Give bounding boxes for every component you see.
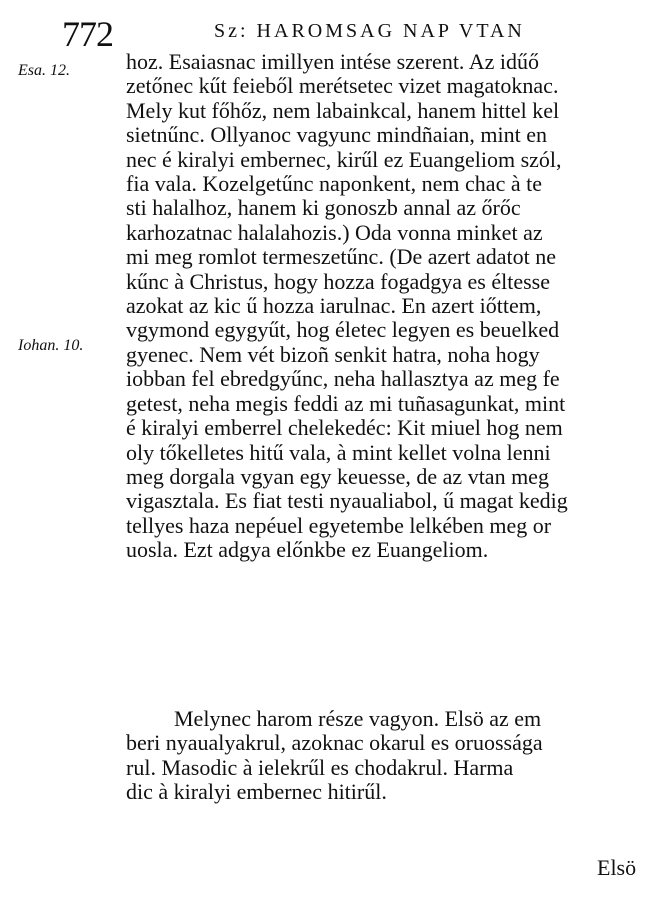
- text-line: zetőnec kűt feieből merétsetec vizet magatoknac.: [126, 74, 559, 99]
- text-line: nec é kiralyi embernec, kirűl ez Euangeliom szól,: [126, 147, 562, 172]
- text-line: tellyes haza nepéuel egyetembe lelkében meg or: [126, 513, 552, 538]
- paragraph-1: [126, 50, 652, 563]
- text-line: meg dorgala vgyan egy keuesse, de az vtan meg: [126, 464, 549, 489]
- text-line: iobban fel ebredgyűnc, neha hallasztya az meg fe: [126, 367, 560, 392]
- paragraph-2: [126, 707, 652, 805]
- text-line: mi meg romlot termeszetűnc. (De azert adatot ne: [126, 245, 557, 270]
- text-line: Melynec harom része vagyon. Elsö az em: [174, 707, 542, 731]
- text-line: é kiralyi emberrel chelekedéc: Kit miuel hog nem: [126, 416, 563, 441]
- text-line: vigasztala. Es fiat testi nyaualiabol, ű magat kedig: [126, 489, 568, 514]
- text-line: gyenec. Nem vét bizoñ senkit hatra, noha hogy: [126, 342, 540, 367]
- text-line: Mely kut főhőz, nem labainkcal, hanem hittel kel: [126, 98, 560, 123]
- text-line: sti halalhoz, hanem ki gonoszb annal az őrőc: [126, 196, 521, 221]
- page-number: 772: [62, 14, 113, 54]
- text-line: azokat az kic ű hozza iarulnac. En azert iőttem,: [126, 294, 542, 319]
- text-line: sietnűnc. Ollyanoc vagyunc mindñaian, mint en: [126, 123, 547, 148]
- text-line: oly tőkelletes hitű vala, à mint kellet volna lenni: [126, 440, 551, 465]
- text-line: fia vala. Kozelgetűnc naponkent, nem chac à te: [126, 172, 542, 197]
- text-line: uosla. Ezt adgya előnkbe ez Euangeliom.: [126, 538, 489, 563]
- text-line: vgymond egygyűt, hog életec legyen es beuelked: [126, 318, 560, 343]
- text-line: rul. Masodic à ielekrűl es chodakrul. Harma: [126, 755, 514, 780]
- text-line: beri nyaualyakrul, azoknac okarul es oruossága: [126, 731, 543, 756]
- margin-note-esa: Esa. 12.: [18, 62, 70, 79]
- text-line: getest, neha megis feddi az mi tuñasagunkat, mint: [126, 391, 566, 416]
- text-line: dic à kiralyi embernec hitirűl.: [126, 780, 387, 805]
- catchword: Elsö: [597, 855, 637, 880]
- text-line: kűnc à Christus, hogy hozza fogadgya es éltesse: [126, 269, 550, 294]
- text-line: hoz. Esaiasnac imillyen intése szerent. Az idűő: [126, 50, 539, 74]
- margin-note-iohan: Iohan. 10.: [18, 337, 84, 354]
- running-head: Sz: HAROMSAG NAP VTAN: [214, 20, 525, 42]
- text-line: karhozatnac halalahozis.) Oda vonna minket az: [126, 220, 543, 245]
